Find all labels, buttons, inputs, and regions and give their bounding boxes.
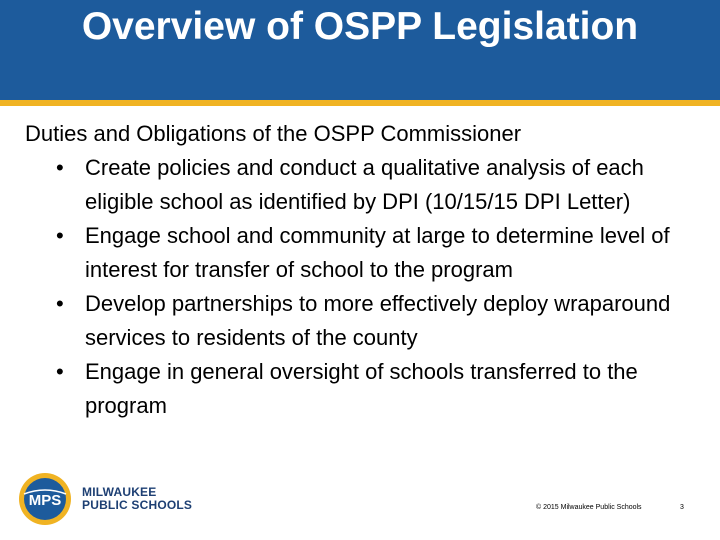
wordmark-line-1: MILWAUKEE [82, 485, 157, 499]
title-divider [0, 100, 720, 106]
subheading: Duties and Obligations of the OSPP Commissioner [25, 121, 522, 146]
bullet-item: • Engage school and community at large to determine level of interest for transfer of school to the program [85, 219, 693, 287]
bullet-item: • Develop partnerships to more effectively deploy wraparound services to residents of the county [85, 287, 693, 355]
school-district-wordmark [82, 486, 192, 512]
slide-title: Overview of OSPP Legislation [81, 5, 639, 48]
bullet-item: • Engage in general oversight of schools transferred to the program [85, 355, 693, 423]
bullet-item: • Create policies and conduct a qualitative analysis of each eligible school as identified by DPI (10/15/15 DPI Letter) [85, 151, 693, 219]
title-banner [0, 0, 720, 100]
slide-body [24, 117, 714, 423]
mps-logo-icon [18, 472, 72, 526]
copyright-notice: © 2015 Milwaukee Public Schools [536, 504, 642, 511]
svg-text:MPS: MPS [28, 492, 62, 509]
page-number: 3 [680, 504, 684, 511]
wordmark-line-2: PUBLIC SCHOOLS [82, 498, 193, 512]
